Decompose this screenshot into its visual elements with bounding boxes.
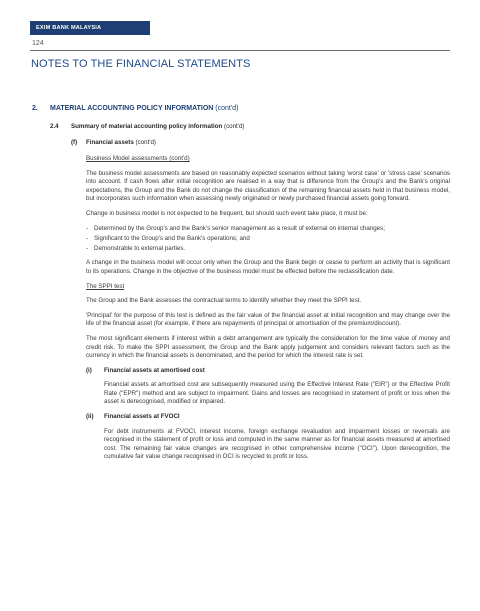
item-ii-body	[86, 428, 450, 462]
item-i-body	[86, 381, 450, 407]
header-divider	[30, 50, 450, 51]
section-title	[50, 105, 238, 114]
dash-bullet: -	[86, 234, 89, 242]
section-title-text: MATERIAL ACCOUNTING POLICY INFORMATION	[50, 105, 214, 112]
page-number: 124	[32, 40, 44, 47]
section-title-cont: (cont'd)	[215, 105, 239, 112]
item-f-label: (f)	[71, 139, 78, 146]
subsection-number: 2.4	[50, 123, 59, 130]
subsection-title	[71, 123, 244, 132]
paragraph: The business model assessments are based on reasonably expected scenarios without taking 'worst case' or 'stress case' scenarios into account. If cash flows after initial recognition are realised in a way that is difference from the Group's and the Bank's original expectations, the Group and the Bank do not change the classification of the remaining financial assets held in that business model, but incorporates such information when assessing newly originated or newly purchased financial assets going forward.	[86, 169, 450, 203]
dash-bullet: -	[86, 224, 89, 232]
list-item	[86, 235, 450, 244]
item-ii-heading	[86, 413, 450, 422]
paragraph: 'Principal' for the purpose of this test is defined as the fair value of the financial asset at initial recognition and may change over the life of the financial asset (for example, if there are repayments of principal or amortisation of the premium/discount).	[86, 311, 450, 328]
list-item-text: Demonstrable to external parties.	[94, 244, 186, 252]
list-item	[86, 225, 450, 234]
bank-name-banner: EXIM BANK MALAYSIA	[30, 21, 150, 35]
item-ii-title: Financial assets at FVOCI	[104, 413, 180, 421]
criteria-list	[86, 225, 450, 254]
item-i-title: Financial assets at amortised cost	[104, 366, 205, 374]
item-f-title-text: Financial assets	[86, 139, 134, 146]
dash-bullet: -	[86, 244, 89, 252]
item-i-label: (i)	[86, 366, 92, 374]
paragraph: Change in business model is not expected to be frequent, but should such event take place, it must be:	[86, 209, 368, 217]
list-item	[86, 245, 450, 254]
section-number: 2.	[32, 105, 38, 112]
paragraph: A change in the business model will occur only when the Group and the Bank begin or cease to perform an activity that is significant to its operations. Change in the objective of the business model must be effected before the reclassification date.	[86, 259, 450, 275]
sppi-heading: The SPPI test	[86, 282, 125, 290]
paragraph: The Group and the Bank assesses the contractual terms to identify whether they meet the SPPI test.	[86, 297, 362, 305]
business-model-heading: Business Model assessments (cont'd)	[86, 155, 190, 162]
item-f-title-cont: (cont'd)	[135, 139, 156, 146]
body-column	[86, 155, 450, 468]
list-item-text: Determined by the Group's and the Bank's senior management as a result of external on internal changes;	[94, 224, 385, 232]
item-ii-label: (ii)	[86, 413, 94, 421]
item-f-title	[86, 139, 156, 148]
subsection-title-text: Summary of material accounting policy information	[71, 123, 223, 130]
page-title: NOTES TO THE FINANCIAL STATEMENTS	[31, 58, 251, 70]
paragraph: The most significant elements if interest within a debt arrangement are typically the consideration for the time value of money and credit risk. To make the SPPI assessment, the Group and the Bank apply judgement and considers relevant factors such as the currency in which the financial assets is denominated, and the period for which the interest rate is set.	[86, 334, 450, 360]
paragraph: For debt instruments at FVOCI, interest income, foreign exchange revaluation and impairment losses or reversals are recognised in the statement of profit or loss and computed in the same manner as for financial assets measured at amortised cost. The remaining fair value changes are recognised in other comprehensive income ("OCI"). Upon derecognition, the cumulative fair value change recognised in OCI is recycled to profit or loss.	[104, 427, 450, 461]
subsection-title-cont: (cont'd)	[224, 123, 245, 130]
item-i-heading	[86, 367, 450, 376]
paragraph: Financial assets at amortised cost are subsequently measured using the Effective Interest Rate ("EIR") or the Effective Profit Rate ("EPR") method and are subject to impairment. Gains and losses are recognised in statement of profit or loss when the asset is derecognised, modified or impaired.	[104, 381, 450, 406]
list-item-text: Significant to the Group's and the Bank's operations; and	[94, 234, 250, 242]
